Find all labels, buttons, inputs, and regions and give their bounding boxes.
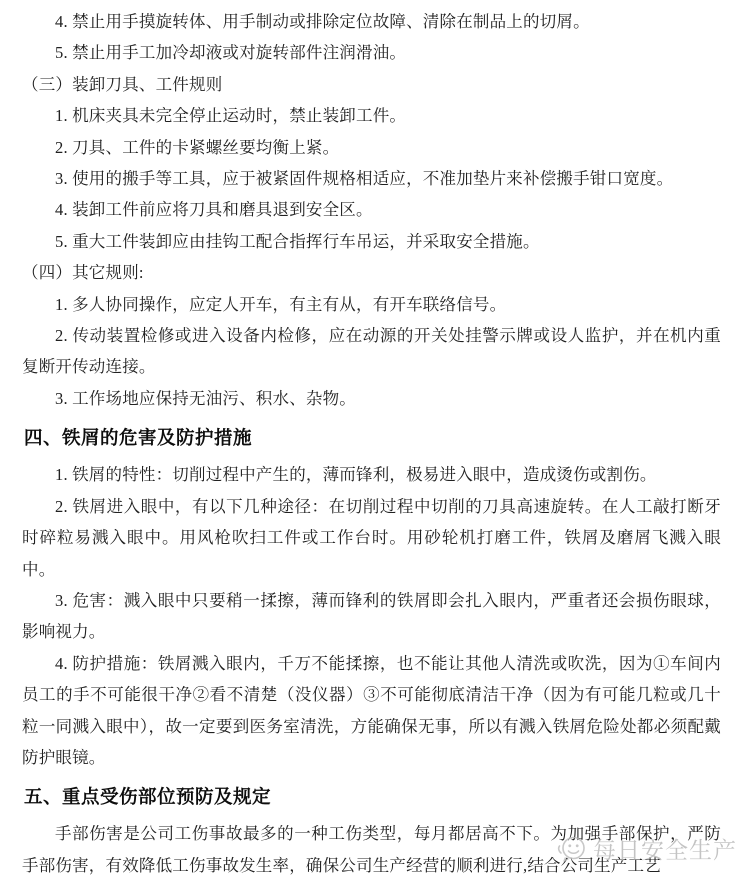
numbered-item: 4. 禁止用手摸旋转体、用手制动或排除定位故障、清除在制品上的切屑。: [55, 12, 590, 31]
numbered-item: 4. 防护措施：铁屑溅入眼内，千万不能揉擦，也不能让其他人清洗或吹洗，因为①车间内员工的手不可能很干净②看不清楚（没仪器）③不可能彻底清洁干净（因为有可能几粒或几十粒一同溅入眼中），故一定要到医务室清洗，方能确保无事，所以有溅入铁屑危险处都必须配戴防护眼镜。: [22, 653, 721, 767]
body-paragraph: 手部伤害是公司工伤事故最多的一种工伤类型，每月都居高不下。为加强手部保护，严防手部伤害，有效降低工伤事故发生率，确保公司生产经营的顺利进行,结合公司生产工艺: [22, 824, 721, 875]
watermark-text: 每日安全生产: [593, 836, 737, 863]
section-label: （四）其它规则:: [22, 263, 144, 283]
section-heading-4: 四、铁屑的危害及防护措施: [24, 427, 253, 449]
numbered-item: 3. 使用的搬手等工具，应于被紧固件规格相适应，不准加垫片来补偿搬手钳口宽度。: [55, 169, 674, 189]
numbered-item: 1. 机床夹具未完全停止运动时，禁止装卸工件。: [55, 106, 407, 126]
numbered-item: 5. 禁止用手工加冷却液或对旋转部件注润滑油。: [55, 43, 407, 63]
numbered-item: 4. 装卸工件前应将刀具和磨具退到安全区。: [55, 200, 373, 220]
section-label: （三）装卸刀具、工件规则: [22, 74, 223, 94]
numbered-item: 2. 传动装置检修或进入设备内检修，应在动源的开关处挂警示牌或设人监护，并在机内重复断开传动连接。: [22, 326, 721, 377]
numbered-item: 1. 多人协同操作，应定人开车，有主有从，有开车联络信号。: [55, 294, 507, 314]
numbered-item: 3. 工作场地应保持无油污、积水、杂物。: [55, 388, 356, 408]
numbered-item: 3. 危害：溅入眼中只要稍一揉擦，薄而锋利的铁屑即会扎入眼内，严重者还会损伤眼球，影响视力。: [22, 590, 721, 642]
numbered-item: 2. 铁屑进入眼中，有以下几种途径：在切削过程中切削的刀具高速旋转。在人工敲打断牙时碎粒易溅入眼中。用风枪吹扫工件或工作台时。用砂轮机打磨工件，铁屑及磨屑飞溅入眼中。: [22, 496, 721, 579]
section-heading-5: 五、重点受伤部位预防及规定: [24, 786, 272, 808]
numbered-item: 1. 铁屑的特性：切削过程中产生的，薄而锋利，极易进入眼中，造成烫伤或割伤。: [55, 465, 657, 485]
numbered-item: 2. 刀具、工件的卡紧螺丝要均衡上紧。: [55, 137, 340, 157]
numbered-item: 5. 重大工件装卸应由挂钩工配合指挥行车吊运，并采取安全措施。: [55, 231, 540, 251]
